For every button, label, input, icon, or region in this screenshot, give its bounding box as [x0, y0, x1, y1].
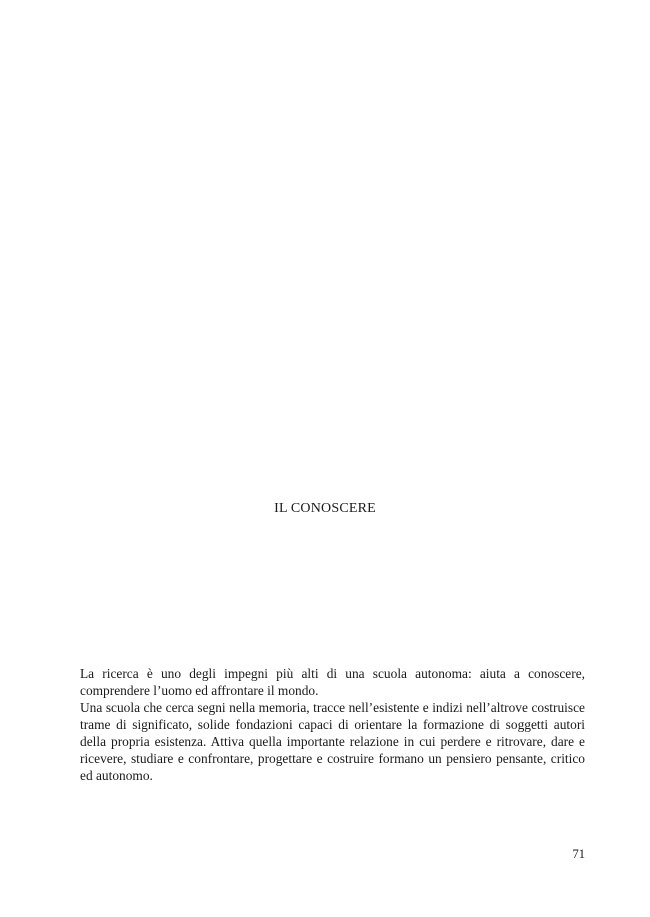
body-text — [80, 665, 585, 784]
paragraph-1: La ricerca è uno degli impegni più alti di una scuola autonoma: aiuta a conoscere, comprendere l’uomo ed affrontare il mondo. — [80, 666, 585, 698]
section-title: IL CONOSCERE — [274, 501, 376, 516]
paragraph-2: Una scuola che cerca segni nella memoria, tracce nell’esistente e indizi nell’altrove costruisce trame di significato, solide fondazioni capaci di orientare la formazione di soggetti autori della propria esistenza. Attiva quella importante relazione in cui perdere e ritrovare, dare e ricevere, studiare e confrontare, progettare e costruire formano un pensiero pensante, critico ed autonomo. — [80, 700, 585, 783]
page-number: 71 — [572, 847, 585, 861]
